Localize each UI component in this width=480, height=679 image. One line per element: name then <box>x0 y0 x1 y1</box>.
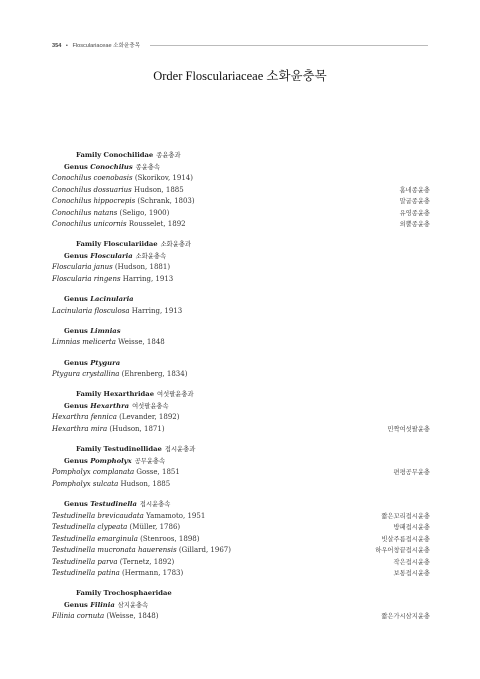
species-row <box>52 196 430 208</box>
korean-common-name: 작은접시윤충 <box>393 558 430 566</box>
species-row <box>52 274 430 286</box>
species-name: Testudinella clypeata <box>52 523 128 532</box>
species-authority: (Skorikov, 1914) <box>132 174 193 182</box>
species-authority: (Hudson, 1871) <box>107 424 165 433</box>
species-name: Conochilus natans <box>52 208 118 217</box>
genus-prefix: Genus <box>64 251 91 260</box>
genus-name: Hexarthra <box>90 401 130 410</box>
korean-name: 소화윤충속 <box>135 252 167 260</box>
family-name: Family Conochilidae <box>76 151 154 159</box>
species-authority: (Müller, 1786) <box>127 523 181 532</box>
species-name: Lacinularia flosculosa <box>52 306 130 315</box>
species-row <box>52 557 430 569</box>
species-name: Testudinella mucronata hauerensis <box>52 546 177 555</box>
genus-name: Pompholyx <box>90 456 132 465</box>
species-name: Ptygura crystallina <box>52 370 120 379</box>
korean-common-name: 민짝여섯팔윤충 <box>387 425 430 433</box>
species-name: Filinia cornuta <box>52 612 105 621</box>
genus-row <box>52 499 430 511</box>
korean-name: 접시윤충과 <box>164 446 196 454</box>
species-name: Testudinella patina <box>52 569 120 578</box>
korean-name: 여섯팔윤충과 <box>157 391 194 399</box>
species-row <box>52 522 430 534</box>
genus-name: Conochilus <box>90 162 133 171</box>
genus-name: Limnias <box>90 326 121 335</box>
korean-common-name: 빗살주름접시윤충 <box>381 535 430 543</box>
korean-name: 종윤충속 <box>135 163 160 171</box>
species-authority: Harring, 1913 <box>129 306 183 315</box>
species-row <box>52 208 430 220</box>
species-row <box>52 511 430 523</box>
genus-name: Floscularia <box>90 251 133 260</box>
species-row <box>52 545 430 557</box>
genus-prefix: Genus <box>64 162 91 171</box>
genus-row <box>52 294 430 306</box>
species-row <box>52 412 430 424</box>
genus-name: Filinia <box>90 600 115 609</box>
korean-name: 접시윤충속 <box>139 501 171 509</box>
genus-row <box>52 251 430 263</box>
genus-row <box>52 326 430 338</box>
running-head-section: Flosculariaceae 소화윤충목 <box>72 43 141 49</box>
family-row <box>52 444 430 456</box>
page-number: 354 <box>52 43 62 49</box>
korean-common-name: 보통접시윤충 <box>393 570 430 578</box>
species-authority: (Hermann, 1783) <box>119 569 184 578</box>
species-name: Testudinella emarginula <box>52 534 138 543</box>
genus-prefix: Genus <box>64 456 91 465</box>
species-authority: Weisse, 1848 <box>115 338 165 347</box>
taxon-list <box>52 150 430 623</box>
species-name: Conochilus dossuarius <box>52 185 132 194</box>
korean-name: 삼지윤충속 <box>117 601 149 609</box>
korean-common-name: 방패접시윤충 <box>393 524 430 532</box>
family-row <box>52 150 430 162</box>
genus-prefix: Genus <box>64 326 91 335</box>
korean-name: 소화윤충과 <box>160 241 192 249</box>
korean-common-name: 편평공무윤충 <box>393 469 430 477</box>
species-authority: Harring, 1913 <box>120 274 174 283</box>
genus-prefix: Genus <box>64 295 91 304</box>
species-authority: Yamamoto, 1951 <box>143 511 206 520</box>
family-name: Family Hexarthridae <box>76 390 155 399</box>
genus-prefix: Genus <box>64 358 91 367</box>
korean-common-name: 짧은가시삼지윤충 <box>381 613 430 621</box>
species-authority: (Ehrenberg, 1834) <box>119 370 188 379</box>
korean-common-name: 말굽종윤충 <box>399 198 430 205</box>
species-row <box>52 479 430 491</box>
species-name: Floscularia janus <box>52 263 113 272</box>
genus-name: Ptygura <box>90 358 121 367</box>
genus-name: Testudinella <box>90 500 137 509</box>
species-authority: Gosse, 1851 <box>134 468 180 477</box>
species-row <box>52 306 430 318</box>
species-name: Hexarthra fennica <box>52 413 117 422</box>
species-authority: (Levander, 1892) <box>116 413 180 422</box>
species-authority: (Gillard, 1967) <box>176 546 231 555</box>
species-authority: (Stenroos, 1898) <box>137 534 200 543</box>
genus-row <box>52 358 430 370</box>
page-title: Order Flosculariaceae 소화윤충목 <box>153 69 327 83</box>
species-authority: (Ternetz, 1892) <box>117 557 175 566</box>
korean-common-name: 외뿔종윤충 <box>399 221 430 228</box>
bullet-separator: • <box>65 43 68 49</box>
genus-row <box>52 600 430 612</box>
species-row <box>52 467 430 479</box>
species-row <box>52 219 430 231</box>
species-authority: Hudson, 1885 <box>131 185 184 194</box>
running-head <box>52 41 140 49</box>
species-name: Testudinella parva <box>52 557 118 566</box>
species-row <box>52 424 430 436</box>
korean-common-name: 하우어창끝접시윤충 <box>375 547 430 555</box>
species-authority: (Weisse, 1848) <box>104 612 159 621</box>
header-rule <box>150 45 428 46</box>
species-row <box>52 568 430 580</box>
species-row <box>52 534 430 546</box>
species-authority: (Hudson, 1881) <box>112 263 171 272</box>
species-row <box>52 369 430 381</box>
species-name: Conochilus unicornis <box>52 220 127 228</box>
species-row <box>52 185 430 197</box>
species-name: Floscularia ringens <box>52 274 121 283</box>
species-authority: (Seligo, 1900) <box>117 208 170 217</box>
genus-row <box>52 162 430 174</box>
species-authority: (Schrank, 1803) <box>135 197 195 205</box>
korean-name: 여섯팔윤충속 <box>132 402 169 410</box>
species-name: Limnias melicerta <box>52 338 116 347</box>
family-name: Family Testudinellidae <box>76 445 162 454</box>
species-name: Testudinella brevicaudata <box>52 511 144 520</box>
species-name: Conochilus coenobasis <box>52 174 133 182</box>
species-authority: Hudson, 1885 <box>118 479 171 488</box>
species-row <box>52 262 430 274</box>
korean-name: 종윤충과 <box>156 152 181 159</box>
genus-prefix: Genus <box>64 401 91 410</box>
family-row <box>52 588 430 600</box>
family-name: Family Trochosphaeridae <box>76 589 172 598</box>
genus-prefix: Genus <box>64 500 91 509</box>
species-name: Pompholyx sulcata <box>52 479 119 488</box>
family-row <box>52 389 430 401</box>
korean-common-name: 짧은꼬리접시윤충 <box>381 512 430 520</box>
species-row <box>52 337 430 349</box>
genus-prefix: Genus <box>64 600 91 609</box>
species-name: Pompholyx complanata <box>52 468 135 477</box>
family-name: Family Flosculariidae <box>76 240 158 249</box>
genus-row <box>52 401 430 413</box>
genus-name: Lacinularia <box>90 295 134 304</box>
species-name: Conochilus hippocrepis <box>52 197 136 205</box>
genus-row <box>52 456 430 468</box>
species-row <box>52 173 430 185</box>
species-row <box>52 611 430 623</box>
korean-common-name: 홈네종윤충 <box>399 186 430 194</box>
family-row <box>52 239 430 251</box>
species-authority: Rousselet, 1892 <box>126 220 186 228</box>
species-name: Hexarthra mira <box>52 424 108 433</box>
korean-name: 공무윤충속 <box>134 457 166 465</box>
korean-common-name: 유영종윤충 <box>399 209 430 217</box>
